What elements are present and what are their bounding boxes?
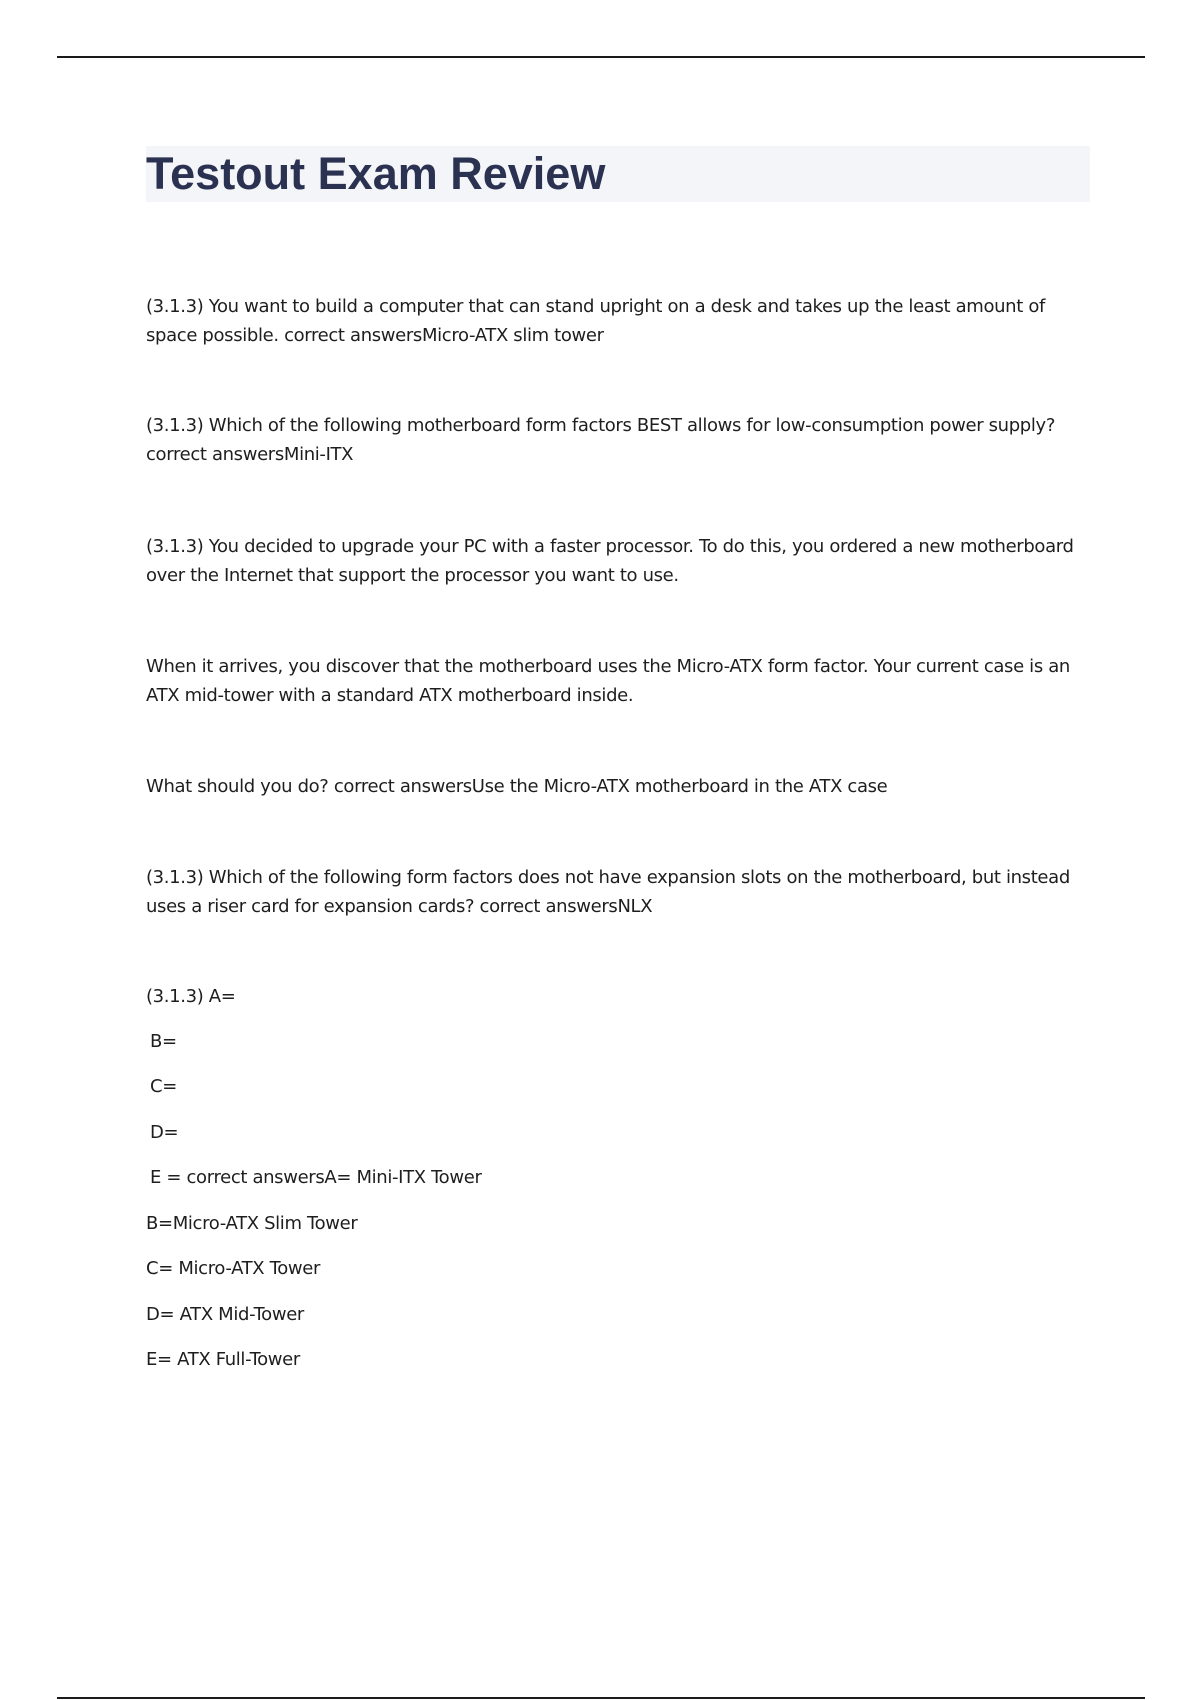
answer-line-c-value: C= Micro-ATX Tower: [146, 1258, 321, 1279]
question-paragraph-4: When it arrives, you discover that the motherboard uses the Micro-ATX form factor. Your current case is an ATX mid-tower with a standard ATX motherboard inside.: [146, 656, 1070, 706]
answer-line-c-label: C=: [150, 1076, 177, 1097]
document-title: Testout Exam Review: [146, 148, 606, 199]
answer-line-b-label: B=: [150, 1031, 177, 1052]
question-paragraph-1: (3.1.3) You want to build a computer that can stand upright on a desk and takes up the least amount of space possible. correct answersMicro-ATX slim tower: [146, 296, 1045, 346]
answer-line-d-label: D=: [150, 1122, 179, 1143]
question-paragraph-5: What should you do? correct answersUse the Micro-ATX motherboard in the ATX case: [146, 776, 888, 797]
answer-line-b-value: B=Micro-ATX Slim Tower: [146, 1213, 358, 1234]
title-banner: [146, 146, 1090, 202]
header-rule: [57, 56, 1145, 58]
answer-line-e-value: E= ATX Full-Tower: [146, 1349, 300, 1370]
question-paragraph-6: (3.1.3) Which of the following form factors does not have expansion slots on the motherboard, but instead uses a riser card for expansion cards? correct answersNLX: [146, 867, 1070, 917]
answer-line-e-label: E = correct answersA= Mini-ITX Tower: [150, 1167, 482, 1188]
answer-line-d-value: D= ATX Mid-Tower: [146, 1304, 304, 1325]
footer-rule: [57, 1697, 1145, 1699]
question-paragraph-2: (3.1.3) Which of the following motherboard form factors BEST allows for low-consumption power supply? correct answersMini-ITX: [146, 415, 1056, 465]
answer-line-a-label: (3.1.3) A=: [146, 986, 236, 1007]
question-paragraph-3: (3.1.3) You decided to upgrade your PC with a faster processor. To do this, you ordered a new motherboard over the Internet that support the processor you want to use.: [146, 536, 1074, 586]
